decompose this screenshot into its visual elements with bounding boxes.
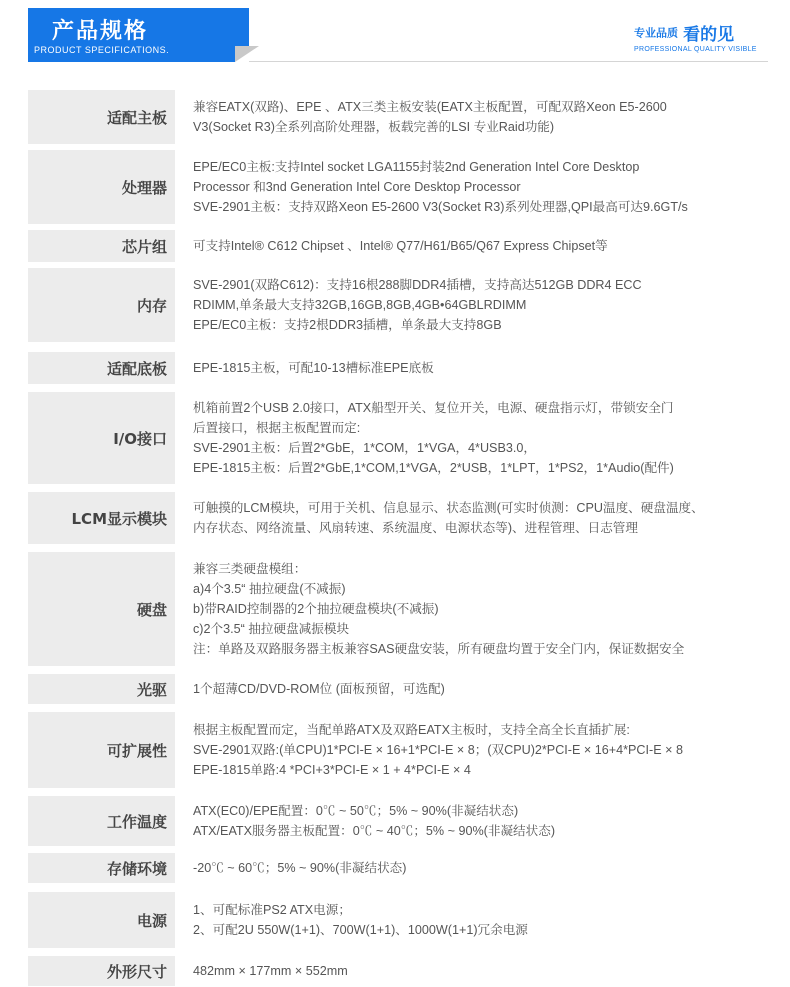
spec-label: 可扩展性 [28,712,175,788]
spec-value [193,492,790,544]
spec-value [193,674,790,704]
spec-value-line: SVE-2901主板：后置2*GbE，1*COM，1*VGA，4*USB3.0， [193,441,536,455]
spec-value [193,853,790,883]
slogan-small: 专业品质 [634,26,678,40]
spec-value-line: SVE-2901(双路C612)：支持16根288脚DDR4插槽，支持高达512GB DDR4 ECC [193,278,642,292]
spec-label: LCM显示模块 [28,492,175,544]
header [0,0,790,90]
spec-label: 外形尺寸 [28,956,175,986]
spec-row [28,90,790,144]
spec-value [193,892,790,948]
spec-row [28,674,790,704]
spec-value [193,392,790,484]
spec-row [28,892,790,948]
spec-value-line: 1、可配标准PS2 ATX电源； [193,903,351,917]
spec-row [28,552,790,666]
spec-value [193,712,790,788]
spec-value-line: -20℃ ~ 60℃；5% ~ 90%(非凝结状态) [193,861,407,875]
spec-value-line: 注：单路及双路服务器主板兼容SAS硬盘安装，所有硬盘均置于安全门内，保证数据安全 [193,642,685,656]
spec-value-line: SVE-2901双路:(单CPU)1*PCI-E × 16+1*PCI-E × 8；(双CPU)2*PCI-E × 16+4*PCI-E × 8 [193,743,683,757]
spec-value [193,552,790,666]
spec-value-line: 482mm × 177mm × 552mm [193,964,348,978]
spec-value-line: 根据主板配置而定，当配单路ATX及双路EATX主板时，支持全高全长直插扩展: [193,723,630,737]
spec-value-line: EPE-1815主板：后置2*GbE,1*COM,1*VGA，2*USB，1*LPT，1*PS2，1*Audio(配件) [193,461,674,475]
spec-row [28,150,790,224]
spec-value-line: ATX(EC0)/EPE配置：0℃ ~ 50℃；5% ~ 90%(非凝结状态) [193,804,519,818]
spec-value-line: ATX/EATX服务器主板配置：0℃ ~ 40℃；5% ~ 90%(非凝结状态) [193,824,556,838]
spec-label: I/O接口 [28,392,175,484]
spec-row [28,268,790,342]
spec-value-line: 可触摸的LCM模块，可用于关机、信息显示、状态监测(可实时侦测：CPU温度、硬盘温度、 [193,501,704,515]
spec-label: 硬盘 [28,552,175,666]
spec-label: 适配主板 [28,90,175,144]
spec-value-line: EPE-1815主板，可配10-13槽标准EPE底板 [193,361,434,375]
spec-value-line: b)带RAID控制器的2个抽拉硬盘模块(不减振) [193,602,439,616]
spec-row [28,853,790,883]
spec-label: 芯片组 [28,230,175,262]
spec-value-line: EPE/EC0主板:支持Intel socket LGA1155封装2nd Generation Intel Core Desktop [193,160,640,174]
spec-value-line: 内存状态、网络流量、风扇转速、系统温度、电源状态等)、进程管理、日志管理 [193,521,638,535]
spec-value-line: RDIMM,单条最大支持32GB,16GB,8GB,4GB•64GBLRDIMM [193,298,527,312]
spec-label: 存储环境 [28,853,175,883]
spec-value [193,956,790,986]
spec-value-line: Processor 和3nd Generation Intel Core Desktop Processor [193,180,521,194]
spec-label: 电源 [28,892,175,948]
spec-value-line: V3(Socket R3)全系列高阶处理器，板载完善的LSI 专业Raid功能) [193,120,555,134]
page-subtitle: PRODUCT SPECIFICATIONS. [34,45,170,55]
spec-value [193,352,790,384]
spec-value-line: a)4个3.5“ 抽拉硬盘(不减振) [193,582,346,596]
spec-row [28,712,790,788]
spec-row [28,492,790,544]
spec-row [28,392,790,484]
title-banner [28,8,235,62]
spec-row [28,352,790,384]
spec-label: 内存 [28,268,175,342]
spec-value [193,268,790,342]
spec-value-line: 机箱前置2个USB 2.0接口，ATX船型开关、复位开关，电源、硬盘指示灯，带锁安全门 [193,401,674,415]
spec-value [193,230,790,262]
spec-label: 适配底板 [28,352,175,384]
spec-value-line: 兼容EATX(双路)、EPE 、ATX三类主板安装(EATX主板配置，可配双路Xeon E5-2600 [193,100,667,114]
spec-value-line: EPE/EC0主板：支持2根DDR3插槽，单条最大支持8GB [193,318,502,332]
slogan-big: 看的见 [683,25,735,45]
spec-value-line: c)2个3.5“ 抽拉硬盘减振模块 [193,622,350,636]
page-title: 产品规格 [52,19,149,44]
title-banner-fold [235,46,259,62]
spec-row [28,956,790,986]
spec-row [28,230,790,262]
spec-label: 工作温度 [28,796,175,846]
spec-row [28,796,790,846]
spec-value-line: 可支持Intel® C612 Chipset 、Intel® Q77/H61/B65/Q67 Express Chipset等 [193,239,608,253]
header-divider [249,61,768,62]
slogan [634,20,764,53]
title-banner-extension [235,8,249,46]
spec-value-line: 1个超薄CD/DVD-ROM位 (面板预留，可选配) [193,682,445,696]
spec-value [193,150,790,224]
spec-value-line: SVE-2901主板：支持双路Xeon E5-2600 V3(Socket R3)系列处理器,QPI最高可达9.6GT/s [193,200,688,214]
spec-value-line: 2、可配2U 550W(1+1)、700W(1+1)、1000W(1+1)冗余电源 [193,923,528,937]
spec-value-line: EPE-1815单路:4 *PCI+3*PCI-E × 1 + 4*PCI-E × 4 [193,763,471,777]
spec-label: 处理器 [28,150,175,224]
spec-label: 光驱 [28,674,175,704]
spec-value [193,90,790,144]
slogan-english: PROFESSIONAL QUALITY VISIBLE [634,46,757,53]
spec-value [193,796,790,846]
spec-value-line: 兼容三类硬盘模组： [193,562,307,576]
spec-value-line: 后置接口，根据主板配置而定: [193,421,361,435]
